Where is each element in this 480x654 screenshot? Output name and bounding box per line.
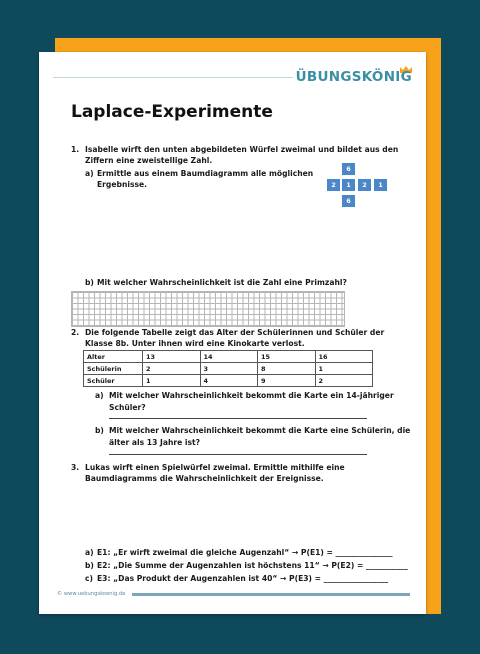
table-cell: 16 <box>315 351 373 363</box>
die-face-right1: 2 <box>357 178 372 192</box>
squared-answer-grid <box>71 291 345 327</box>
task3b-text: E2: „Die Summe der Augenzahlen ist höchstens 11“ → P(E2) = ___________ <box>97 561 408 570</box>
task1a-line2: Ergebnisse. <box>97 180 148 189</box>
footer-bar <box>132 593 410 596</box>
table-cell: Alter <box>84 351 143 363</box>
table-cell: 14 <box>200 351 258 363</box>
table-row <box>84 375 373 387</box>
task3-number: 3. <box>71 463 80 472</box>
task3c-label: c) <box>85 574 93 583</box>
task2b-line1: Mit welcher Wahrscheinlichkeit bekommt die Karte eine Schülerin, die <box>109 426 411 435</box>
task1-line2: Ziffern eine zweistellige Zahl. <box>85 156 213 165</box>
table-cell: 13 <box>143 351 201 363</box>
table-cell: 2 <box>143 363 201 375</box>
task2b-label: b) <box>95 426 104 435</box>
task3-line1: Lukas wirft einen Spielwürfel zweimal. Ermittle mithilfe eine <box>85 463 345 472</box>
task3b-label: b) <box>85 561 94 570</box>
task3-line2: Baumdiagramms die Wahrscheinlichkeit der Ereignisse. <box>85 474 324 483</box>
table-cell: 1 <box>143 375 201 387</box>
table-row <box>84 351 373 363</box>
task2a-label: a) <box>95 391 104 400</box>
task1-number: 1. <box>71 145 80 154</box>
task3a-label: a) <box>85 548 94 557</box>
task2-number: 2. <box>71 328 80 337</box>
table-cell: 3 <box>200 363 258 375</box>
task3a-text: E1: „Er wirft zweimal die gleiche Augenzahl“ → P(E1) = _______________ <box>97 548 393 557</box>
task1a-label: a) <box>85 169 94 178</box>
task2b-line2: älter als 13 Jahre ist? <box>109 438 201 447</box>
brand-logo: ÜBUNGSKÖNIG <box>295 69 412 85</box>
task3c-text: E3: „Das Produkt der Augenzahlen ist 40“ → P(E3) = _________________ <box>97 574 389 583</box>
die-face-bottom: 6 <box>341 194 356 208</box>
task2-line2: Klasse 8b. Unter ihnen wird eine Kinokarte verlost. <box>85 339 305 348</box>
die-face-center: 1 <box>341 178 356 192</box>
table-cell: Schülerin <box>84 363 143 375</box>
die-face-left: 2 <box>326 178 341 192</box>
answer-line <box>109 454 367 455</box>
table-cell: 1 <box>315 363 373 375</box>
task2a-line2: Schüler? <box>109 403 146 412</box>
header-divider <box>53 77 293 78</box>
task1b-label: b) <box>85 278 94 287</box>
table-cell: 2 <box>315 375 373 387</box>
task1-line1: Isabelle wirft den unten abgebildeten Würfel zweimal und bildet aus den <box>85 145 399 154</box>
answer-line <box>109 418 367 419</box>
task2-line1: Die folgende Tabelle zeigt das Alter der Schülerinnen und Schüler der <box>85 328 385 337</box>
age-table <box>83 350 373 387</box>
table-cell: 4 <box>200 375 258 387</box>
task2a-line1: Mit welcher Wahrscheinlichkeit bekommt die Karte ein 14-jähriger <box>109 391 394 400</box>
die-face-right2: 1 <box>373 178 388 192</box>
table-cell: Schüler <box>84 375 143 387</box>
table-row <box>84 363 373 375</box>
page-title: Laplace-Experimente <box>71 102 273 122</box>
die-face-top: 6 <box>341 162 356 176</box>
footer-copyright: © www.uebungskoenig.de <box>57 591 126 597</box>
table-cell: 15 <box>258 351 316 363</box>
task1b-text: Mit welcher Wahrscheinlichkeit ist die Zahl eine Primzahl? <box>97 278 347 287</box>
table-cell: 8 <box>258 363 316 375</box>
table-cell: 9 <box>258 375 316 387</box>
task1a-line1: Ermittle aus einem Baumdiagramm alle möglichen <box>97 169 314 178</box>
worksheet-page <box>39 52 426 614</box>
